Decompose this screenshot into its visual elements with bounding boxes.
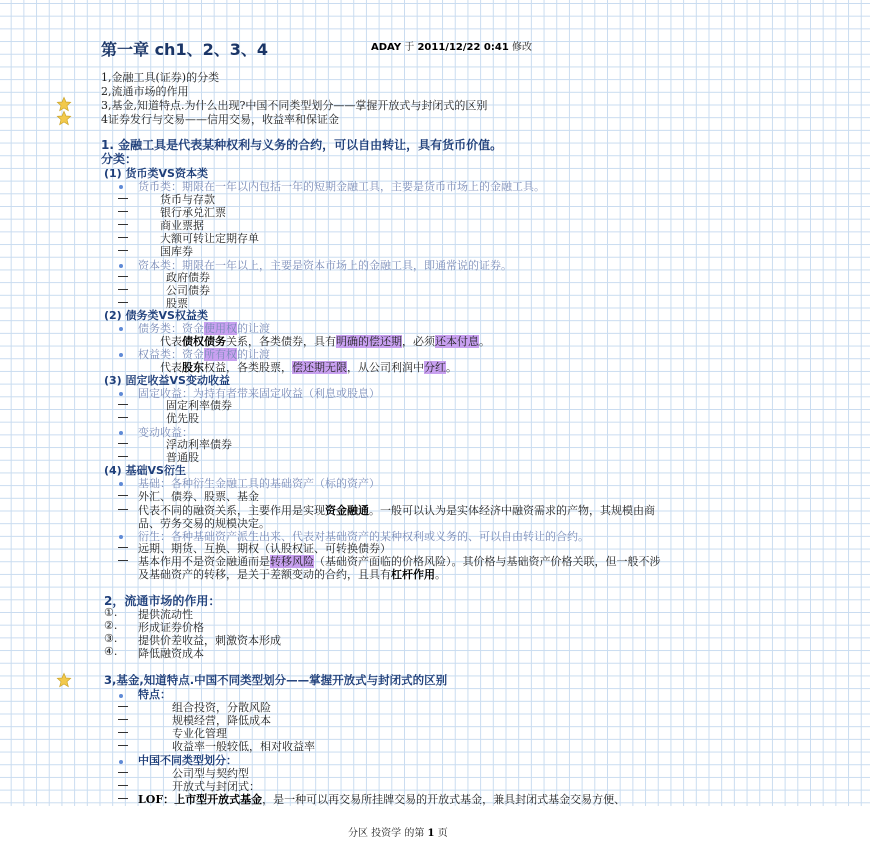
section3-heading: 3,基金,知道特点.中国不同类型划分——掌握开放式与封闭式的区别: [104, 673, 448, 687]
section2-heading: 2，流通市场的作用：: [104, 594, 221, 608]
list-item: 大额可转让定期存单: [160, 232, 259, 245]
bullet-marker: [119, 431, 123, 435]
group3-title: (3) 固定收益VS变动收益: [104, 374, 230, 387]
dash-marker: [118, 745, 128, 746]
list-item: 降低融资成本: [138, 647, 204, 660]
list-item: 固定利率债券: [166, 399, 232, 412]
list-item: 政府债券: [166, 271, 210, 284]
group1-title: (1) 货币类VS资本类: [104, 167, 208, 180]
base-definition: 基础：各种衍生金融工具的基础资产（标的资产）: [138, 477, 380, 490]
dash-marker: [118, 276, 128, 277]
dash-marker: [118, 772, 128, 773]
dash-marker: [118, 732, 128, 733]
bullet-marker: [119, 482, 123, 486]
base-description: 代表不同的融资关系，主要作用是实现资金融通。一般可以认为是实体经济中融资需求的产物，其规模由商: [138, 504, 655, 517]
dash-marker: [118, 289, 128, 290]
dash-marker: [118, 443, 128, 444]
list-number: ④.: [104, 645, 118, 658]
meta-mid: 于: [404, 42, 415, 53]
dash-marker: [118, 785, 128, 786]
dash-marker: [118, 250, 128, 251]
list-item: 专业化管理: [172, 727, 227, 740]
bullet-marker: [119, 694, 123, 698]
dash-marker: [118, 404, 128, 405]
list-item: 规模经营，降低成本: [172, 714, 271, 727]
list-item: 开放式与封闭式：: [172, 780, 260, 793]
bullet-marker: [119, 327, 123, 331]
toc-item[interactable]: 1,金融工具(证券)的分类: [101, 71, 220, 84]
dash-marker: [118, 798, 128, 799]
list-item: 银行承兑汇票: [160, 206, 226, 219]
page-meta: [371, 38, 532, 53]
debt-definition: 债务类：资金使用权的让渡: [138, 322, 270, 335]
derivative-definition: 衍生：各种基础资产派生出来、代表对基础资产的某种权利或义务的、可以自由转让的合约。: [138, 530, 589, 543]
list-item: 优先股: [166, 412, 199, 425]
bullet-marker: [119, 353, 123, 357]
list-item: 形成证券价格: [138, 621, 204, 634]
page-title: 第一章 ch1、2、3、4: [101, 40, 268, 59]
list-number: ③.: [104, 632, 118, 645]
toc-item[interactable]: 2,流通市场的作用: [101, 85, 189, 98]
list-number: ②.: [104, 619, 118, 632]
meta-action: 修改: [511, 42, 532, 53]
equity-description: 代表股东权益，各类股票，偿还期无限，从公司利润中分红。: [160, 361, 457, 374]
toc-item[interactable]: 3,基金,知道特点.为什么出现?中国不同类型划分——掌握开放式与封闭式的区别: [101, 99, 488, 112]
bullet-marker: [119, 535, 123, 539]
debt-description: 代表债权债务关系，各类债券，具有明确的偿还期，必须还本付息。: [160, 335, 490, 348]
dash-marker: [118, 417, 128, 418]
bullet-marker: [119, 264, 123, 268]
toc-item[interactable]: 4证券发行与交易——信用交易，收益率和保证金: [101, 113, 339, 126]
dash-marker: [118, 495, 128, 496]
dash-marker: [118, 509, 128, 510]
star-icon: [56, 110, 72, 126]
section1-heading: 1. 金融工具是代表某种权利与义务的合约，可以自由转让，具有货币价值。: [101, 138, 503, 152]
fixed-income-definition: 固定收益：为持有者带来固定收益（利息或股息）: [138, 387, 380, 400]
group2-title: (2) 债务类VS权益类: [104, 309, 208, 322]
dash-marker: [118, 198, 128, 199]
derivative-list: 远期、期货、互换、期权（认股权证、可转换债券）: [138, 542, 391, 555]
bullet-marker: [119, 760, 123, 764]
dash-marker: [118, 719, 128, 720]
list-number: ①.: [104, 606, 118, 619]
types-title: 中国不同类型划分：: [138, 754, 237, 767]
dash-marker: [118, 211, 128, 212]
lof-description: LOF：上市型开放式基金，是一种可以再交易所挂牌交易的开放式基金，兼具封闭式基金交易方便、: [138, 793, 626, 806]
dash-marker: [118, 456, 128, 457]
features-title: 特点：: [138, 688, 171, 701]
dash-marker: [118, 224, 128, 225]
derivative-description-line2: 及基础资产的转移，是关于差额变动的合约，且具有杠杆作用。: [138, 568, 446, 581]
page-footer: 分区 投资学 的第 1 页: [348, 828, 448, 839]
dash-marker: [118, 302, 128, 303]
dash-marker: [118, 547, 128, 548]
star-icon: [56, 672, 72, 688]
capital-definition: 资本类：期限在一年以上，主要是资本市场上的金融工具，即通常说的证券。: [138, 259, 512, 272]
list-item: 收益率一般较低，相对收益率: [172, 740, 315, 753]
list-item: 公司债券: [166, 284, 210, 297]
variable-income-definition: 变动收益：: [138, 426, 193, 439]
list-item: 货币与存款: [160, 193, 215, 206]
list-item: 提供流动性: [138, 608, 193, 621]
list-item: 浮动利率债券: [166, 438, 232, 451]
list-item: 普通股: [166, 451, 199, 464]
meta-user: ADAY: [371, 42, 402, 53]
meta-date: 2011/12/22 0:41: [417, 42, 509, 53]
base-list: 外汇、债券、股票、基金: [138, 490, 259, 503]
list-item: 股票: [166, 297, 188, 310]
dash-marker: [118, 706, 128, 707]
list-item: 组合投资，分散风险: [172, 701, 271, 714]
bullet-marker: [119, 392, 123, 396]
dash-marker: [118, 237, 128, 238]
list-item: 国库券: [160, 245, 193, 258]
base-description-line2: 品、劳务交易的规模决定。: [138, 517, 270, 530]
group4-title: (4) 基础VS衍生: [104, 464, 186, 477]
list-item: 公司型与契约型: [172, 767, 249, 780]
money-definition: 货币类：期限在一年以内包括一年的短期金融工具，主要是货币市场上的金融工具。: [138, 180, 545, 193]
bullet-marker: [119, 185, 123, 189]
dash-marker: [118, 560, 128, 561]
list-item: 商业票据: [160, 219, 204, 232]
derivative-description: 基本作用不是资金融通而是转移风险（基础资产面临的价格风险）。其价格与基础资产价格关联，但一般不涉: [138, 555, 661, 568]
list-item: 提供价差收益，刺激资本形成: [138, 634, 281, 647]
section1-subheading: 分类：: [101, 152, 138, 166]
equity-definition: 权益类：资金所有权的让渡: [138, 348, 270, 361]
